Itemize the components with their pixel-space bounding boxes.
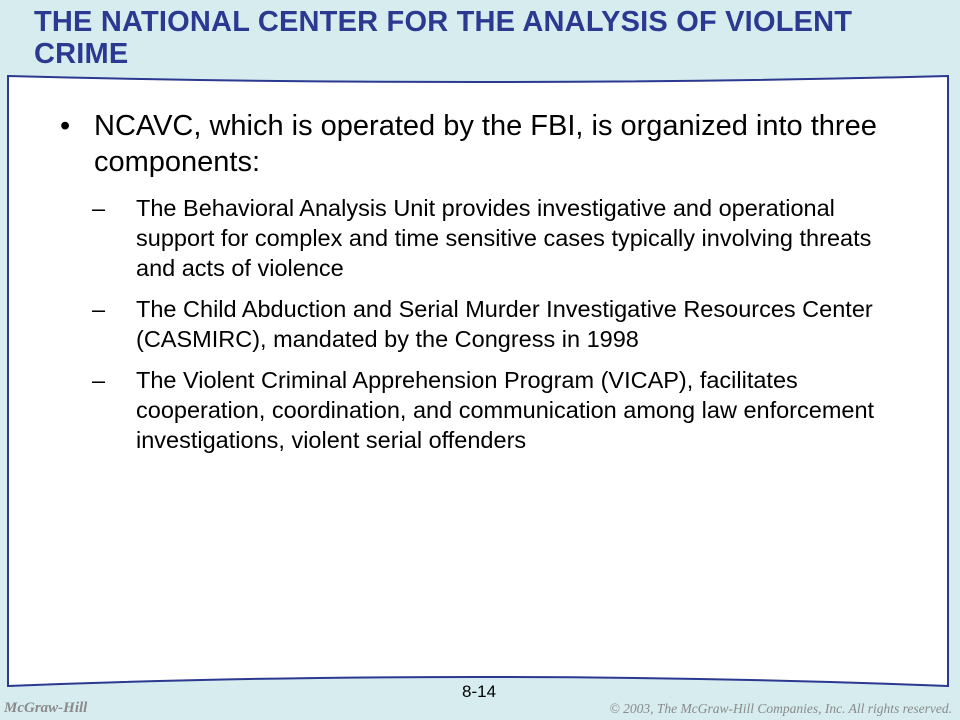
sub-bullet-text: The Behavioral Analysis Unit provides investigative and operational support for complex and time sensitive cases typically involving threats and acts of violence bbox=[136, 195, 872, 281]
dash-marker: – bbox=[92, 296, 106, 322]
main-bullet-text: NCAVC, which is operated by the FBI, is organized into three components: bbox=[94, 110, 877, 178]
slide-content bbox=[50, 108, 910, 466]
bullet-marker: • bbox=[60, 110, 71, 142]
dash-marker: – bbox=[92, 367, 106, 393]
dash-marker: – bbox=[92, 195, 106, 221]
page-number: 8-14 bbox=[462, 682, 497, 701]
sub-bullet-casmirc bbox=[92, 294, 910, 354]
sub-bullet-text: The Violent Criminal Apprehension Program (VICAP), facilitates cooperation, coordination, and communication among law enforcement investigations, violent serial offenders bbox=[136, 367, 875, 453]
sub-bullet-text: The Child Abduction and Serial Murder Investigative Resources Center (CASMIRC), mandated by the Congress in 1998 bbox=[136, 296, 873, 352]
sub-bullet-list bbox=[50, 193, 910, 455]
sub-bullet-behavioral-analysis-unit bbox=[92, 193, 910, 283]
main-bullet bbox=[50, 108, 910, 180]
publisher-label: McGraw-Hill bbox=[4, 700, 88, 716]
sub-bullet-vicap bbox=[92, 365, 910, 455]
copyright-notice: © 2003, The McGraw-Hill Companies, Inc. All rights reserved. bbox=[609, 701, 952, 716]
slide-title: THE NATIONAL CENTER FOR THE ANALYSIS OF VIOLENT CRIME bbox=[34, 6, 853, 70]
